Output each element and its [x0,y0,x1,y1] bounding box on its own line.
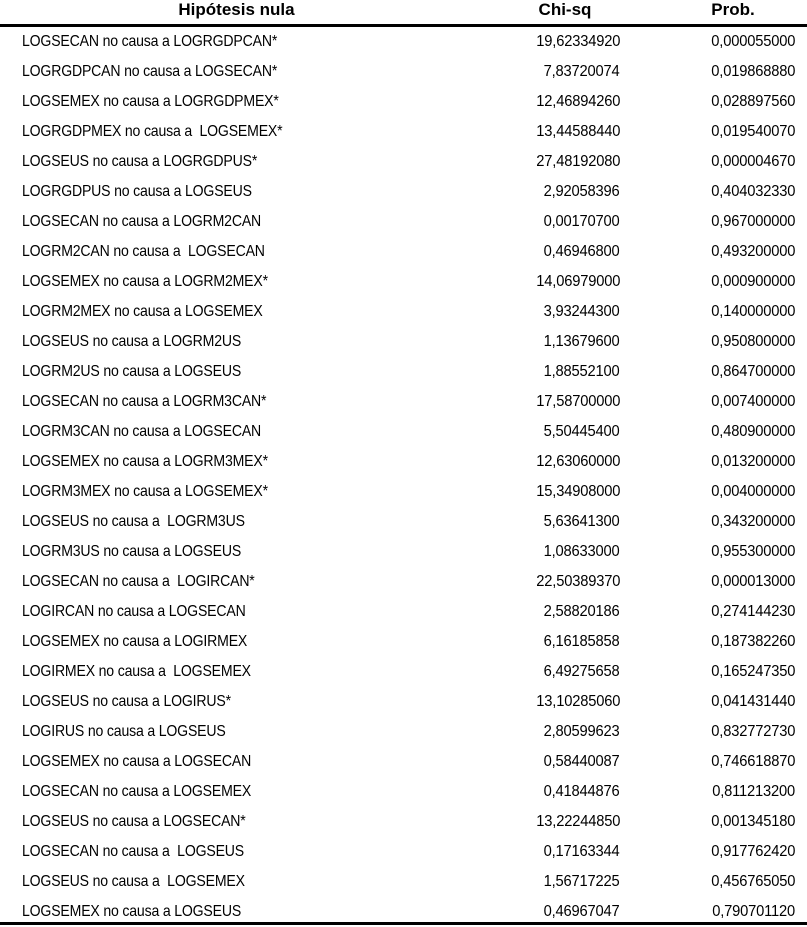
cell-hypothesis: LOGRM2MEX no causa a LOGSEMEX [22,303,263,320]
cell-prob: 0,000013000 [711,573,795,590]
table-row [0,687,807,717]
cell-prob: 0,864700000 [711,363,795,380]
cell-hypothesis: LOGSEUS no causa a LOGSECAN* [22,813,246,830]
table-header [0,0,807,27]
table-row [0,177,807,207]
cell-chisq: 17,58700000 [536,393,620,410]
cell-hypothesis: LOGIRMEX no causa a LOGSEMEX [22,663,251,680]
cell-hypothesis: LOGSEMEX no causa a LOGRM2MEX* [22,273,268,290]
cell-chisq: 0,41844876 [544,783,620,800]
cell-chisq: 14,06979000 [536,273,620,290]
cell-chisq: 0,46967047 [544,903,620,920]
table-body [0,27,807,927]
cell-hypothesis: LOGSECAN no causa a LOGRM3CAN* [22,393,267,410]
cell-hypothesis: LOGRM3MEX no causa a LOGSEMEX* [22,483,268,500]
cell-hypothesis: LOGSEMEX no causa a LOGSECAN [22,753,252,770]
table-row [0,567,807,597]
cell-chisq: 27,48192080 [536,153,620,170]
cell-prob: 0,187382260 [711,633,795,650]
header-chisq: Chi-sq [538,0,592,19]
cell-hypothesis: LOGIRUS no causa a LOGSEUS [22,723,226,740]
table-bottom-rule [0,922,807,925]
cell-prob: 0,140000000 [711,303,795,320]
cell-prob: 0,955300000 [711,543,795,560]
cell-prob: 0,001345180 [711,813,795,830]
cell-hypothesis: LOGSECAN no causa a LOGSEUS [22,843,245,860]
cell-hypothesis: LOGSEUS no causa a LOGRGDPUS* [22,153,258,170]
header-prob: Prob. [711,0,755,19]
cell-prob: 0,790701120 [712,903,795,920]
cell-chisq: 1,08633000 [544,543,620,560]
cell-prob: 0,004000000 [711,483,795,500]
cell-hypothesis: LOGSECAN no causa a LOGRGDPCAN* [22,33,278,50]
cell-hypothesis: LOGSEMEX no causa a LOGRM3MEX* [22,453,268,470]
table-row [0,57,807,87]
cell-prob: 0,832772730 [711,723,795,740]
table-row [0,267,807,297]
cell-chisq: 12,63060000 [536,453,620,470]
cell-prob: 0,950800000 [711,333,795,350]
table-row [0,237,807,267]
cell-prob: 0,041431440 [711,693,795,710]
table-row [0,447,807,477]
cell-prob: 0,746618870 [711,753,795,770]
table-row [0,357,807,387]
cell-hypothesis: LOGRGDPUS no causa a LOGSEUS [22,183,252,200]
cell-hypothesis: LOGSEMEX no causa a LOGIRMEX [22,633,248,650]
table-row [0,627,807,657]
cell-prob: 0,274144230 [711,603,795,620]
cell-prob: 0,967000000 [711,213,795,230]
cell-prob: 0,456765050 [711,873,795,890]
table-row [0,117,807,147]
cell-hypothesis: LOGSEMEX no causa a LOGRGDPMEX* [22,93,279,110]
table-row [0,837,807,867]
cell-chisq: 5,50445400 [544,423,620,440]
table-row [0,207,807,237]
table-row [0,597,807,627]
cell-chisq: 13,44588440 [536,123,620,140]
cell-chisq: 22,50389370 [536,573,620,590]
table-row [0,387,807,417]
table-row [0,867,807,897]
cell-chisq: 15,34908000 [536,483,620,500]
cell-prob: 0,019540070 [711,123,795,140]
cell-hypothesis: LOGRGDPMEX no causa a LOGSEMEX* [22,123,283,140]
cell-chisq: 7,83720074 [544,63,620,80]
cell-prob: 0,019868880 [711,63,795,80]
table-row [0,327,807,357]
cell-chisq: 3,93244300 [544,303,620,320]
cell-prob: 0,007400000 [711,393,795,410]
cell-chisq: 13,10285060 [536,693,620,710]
cell-chisq: 0,00170700 [544,213,620,230]
cell-prob: 0,000055000 [711,33,795,50]
cell-hypothesis: LOGSECAN no causa a LOGRM2CAN [22,213,262,230]
cell-chisq: 2,92058396 [544,183,620,200]
cell-prob: 0,811213200 [712,783,795,800]
table-row [0,27,807,57]
cell-prob: 0,404032330 [711,183,795,200]
header-hypothesis: Hipótesis nula [178,0,295,19]
cell-chisq: 12,46894260 [536,93,620,110]
cell-chisq: 6,49275658 [544,663,620,680]
cell-prob: 0,165247350 [711,663,795,680]
cell-hypothesis: LOGSEUS no causa a LOGRM3US [22,513,245,530]
cell-hypothesis: LOGRM2CAN no causa a LOGSECAN [22,243,265,260]
cell-hypothesis: LOGSEUS no causa a LOGIRUS* [22,693,231,710]
cell-chisq: 1,88552100 [544,363,620,380]
table-row [0,507,807,537]
cell-hypothesis: LOGRM3CAN no causa a LOGSECAN [22,423,262,440]
cell-hypothesis: LOGRGDPCAN no causa a LOGSECAN* [22,63,278,80]
cell-chisq: 0,58440087 [544,753,620,770]
cell-hypothesis: LOGSEUS no causa a LOGRM2US [22,333,242,350]
cell-chisq: 5,63641300 [544,513,620,530]
cell-prob: 0,028897560 [711,93,795,110]
table-row [0,657,807,687]
cell-prob: 0,480900000 [711,423,795,440]
cell-hypothesis: LOGIRCAN no causa a LOGSECAN [22,603,246,620]
cell-hypothesis: LOGSEMEX no causa a LOGSEUS [22,903,242,920]
cell-prob: 0,013200000 [711,453,795,470]
table-row [0,297,807,327]
cell-hypothesis: LOGRM3US no causa a LOGSEUS [22,543,242,560]
cell-chisq: 2,58820186 [544,603,620,620]
cell-prob: 0,493200000 [711,243,795,260]
table-row [0,807,807,837]
cell-hypothesis: LOGSECAN no causa a LOGSEMEX [22,783,252,800]
cell-prob: 0,000004670 [711,153,795,170]
table-row [0,777,807,807]
cell-prob: 0,917762420 [711,843,795,860]
table-row [0,747,807,777]
table-row [0,477,807,507]
table-row [0,717,807,747]
table-row [0,417,807,447]
cell-prob: 0,343200000 [711,513,795,530]
cell-chisq: 1,56717225 [544,873,620,890]
cell-prob: 0,000900000 [711,273,795,290]
table-row [0,147,807,177]
cell-chisq: 2,80599623 [544,723,620,740]
cell-chisq: 6,16185858 [544,633,620,650]
cell-hypothesis: LOGSEUS no causa a LOGSEMEX [22,873,245,890]
cell-hypothesis: LOGSECAN no causa a LOGIRCAN* [22,573,255,590]
cell-chisq: 1,13679600 [544,333,620,350]
table-row [0,537,807,567]
cell-chisq: 0,17163344 [544,843,620,860]
cell-chisq: 19,62334920 [536,33,620,50]
cell-hypothesis: LOGRM2US no causa a LOGSEUS [22,363,242,380]
table-row [0,87,807,117]
cell-chisq: 0,46946800 [544,243,620,260]
cell-chisq: 13,22244850 [536,813,620,830]
